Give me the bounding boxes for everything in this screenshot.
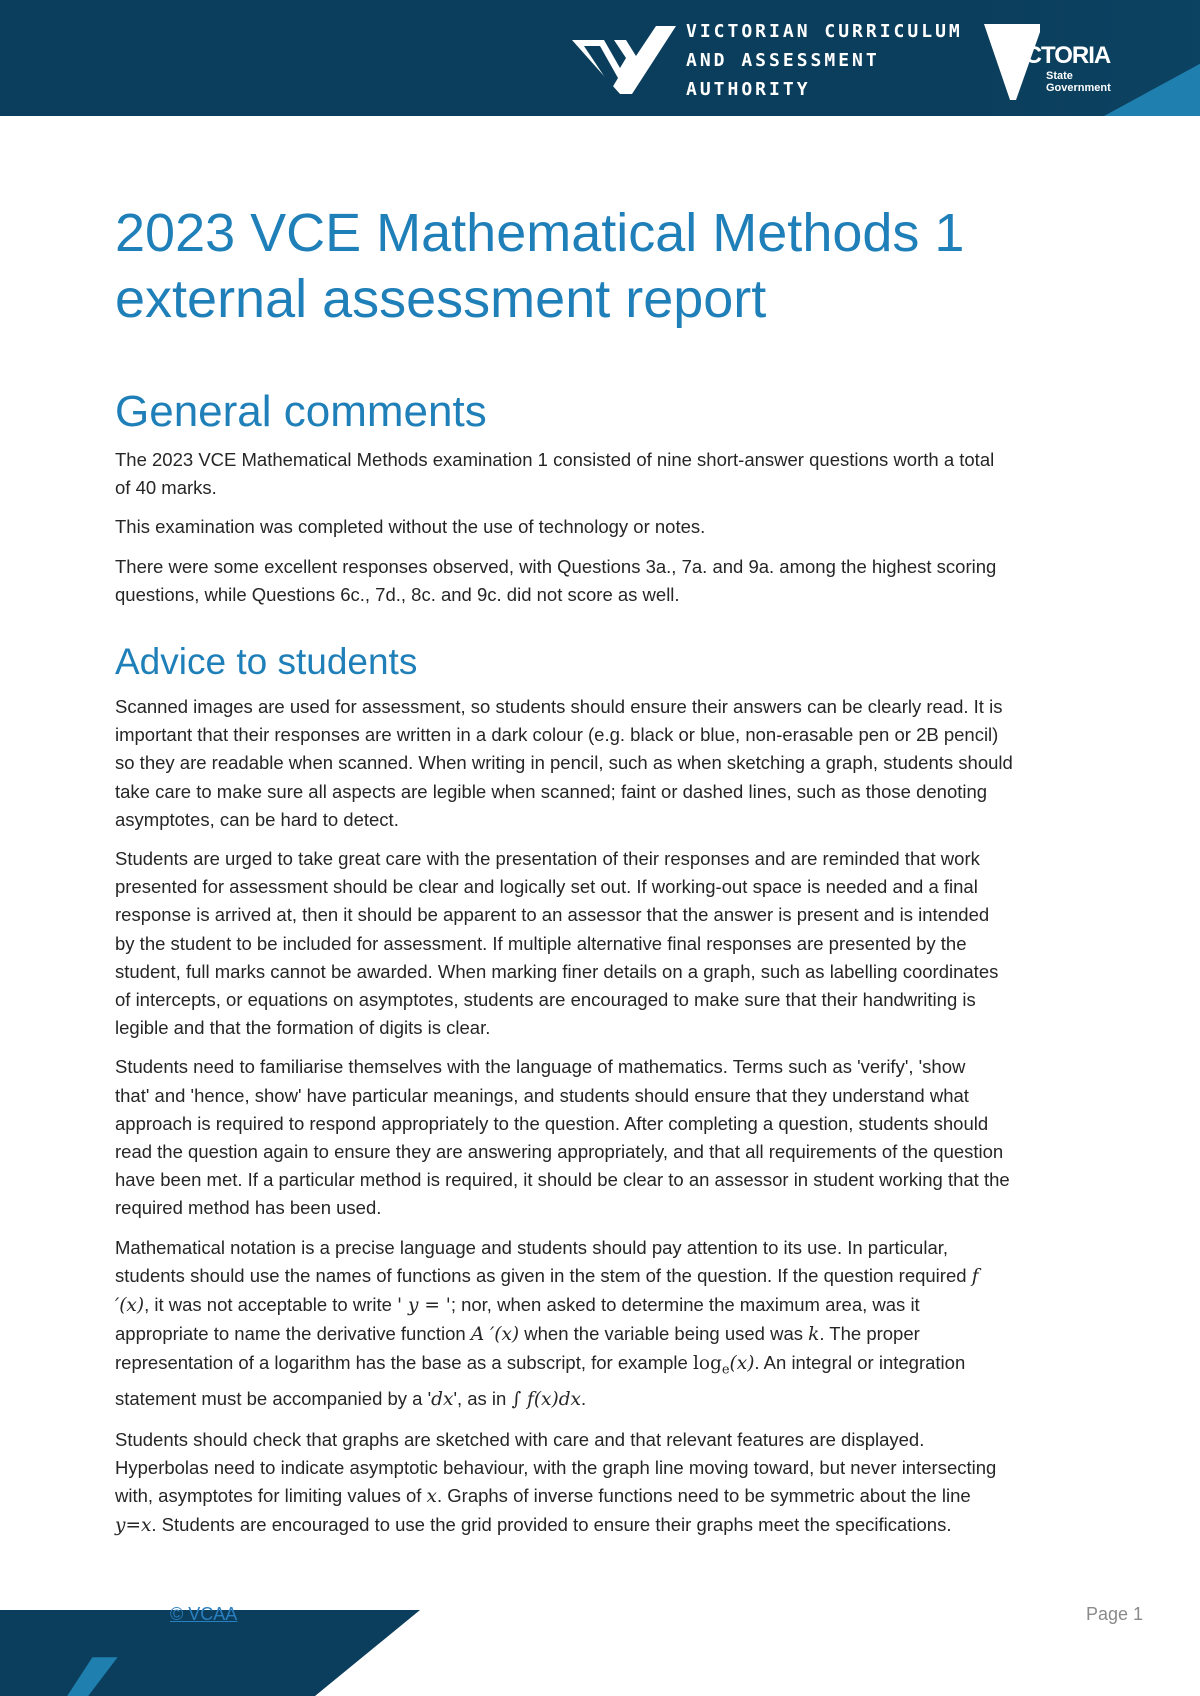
text-line: by the student to be included for assessment. If multiple alternative final responses are presented by the — [115, 932, 967, 954]
text-line: Students need to familiarise themselves with the language of mathematics. Terms such as 'verify', 'show — [115, 1056, 966, 1078]
math-x: x — [426, 1485, 437, 1507]
general-paragraph-3 — [115, 553, 1095, 609]
text-run: when the variable being used was — [519, 1323, 809, 1345]
text-run: . An integral or integration — [754, 1352, 966, 1374]
text-line: that' and 'hence, show' have particular meanings, and students should ensure that they understand what — [115, 1084, 969, 1106]
text-run: with, asymptotes for limiting values of — [115, 1484, 427, 1506]
text-run: . Graphs of inverse functions need to be symmetric about the line — [436, 1484, 971, 1506]
text-run: . The proper — [819, 1323, 920, 1345]
math-f: f — [971, 1265, 979, 1287]
math-y-equals-x: y=x — [115, 1515, 152, 1537]
text-run: statement must be accompanied by a ' — [115, 1388, 432, 1410]
text-line: important that their responses are written in a dark colour (e.g. black or blue, non-erasable pen or 2B pencil) — [115, 724, 999, 746]
text-line — [115, 1511, 1095, 1540]
text-line: have been met. If a particular method is required, it should be clear to an assessor in student working that the — [115, 1169, 1010, 1191]
text-line — [115, 1262, 1095, 1291]
page-number: Page 1 — [1086, 1604, 1144, 1624]
text-line: legible and that the formation of digits is clear. — [115, 1017, 491, 1039]
advice-paragraph-5 — [115, 1426, 1095, 1541]
report-body — [115, 200, 1095, 1551]
vcaa-mark-icon — [570, 22, 680, 98]
text-line: Hyperbolas need to indicate asymptotic behaviour, with the graph line moving toward, but never intersecting — [115, 1456, 997, 1478]
math-y-equals: ' y = ' — [397, 1295, 451, 1317]
text-run: . Students are encouraged to use the grid provided to ensure their graphs meet the specifications. — [151, 1514, 952, 1536]
text-line: This examination was completed without the use of technology or notes. — [115, 516, 706, 538]
text-line — [115, 1320, 1095, 1349]
general-paragraph-1 — [115, 446, 1095, 502]
text-run: students should use the names of functions as given in the stem of the question. If the question required — [115, 1264, 967, 1286]
text-run: . — [580, 1388, 587, 1410]
text-line: asymptotes, can be hard to detect. — [115, 808, 399, 830]
vcaa-line-1: VICTORIAN CURRICULUM — [686, 20, 963, 42]
text-line — [115, 1349, 1095, 1385]
vcaa-line-2: AND ASSESSMENT AUTHORITY — [686, 49, 880, 100]
text-line: so they are readable when scanned. When writing in pencil, such as when sketching a graph, students should — [115, 752, 1013, 774]
vcaa-logo — [570, 22, 980, 98]
text-line: The 2023 VCE Mathematical Methods examination 1 consisted of nine short-answer questions worth a total — [115, 449, 995, 470]
text-run: appropriate to name the derivative function — [115, 1323, 471, 1345]
advice-paragraph-3 — [115, 1053, 1095, 1222]
math-k: k — [808, 1324, 820, 1346]
victoria-wordmark: VICTORIA — [1004, 42, 1111, 69]
text-line: Students are urged to take great care with the presentation of their responses and are reminded that work — [115, 848, 980, 870]
victoria-state-government-logo — [982, 22, 1122, 102]
math-log-arg: (x) — [729, 1353, 755, 1375]
advice-paragraph-2 — [115, 845, 1095, 1042]
text-line: presented for assessment should be clear and logically set out. If working-out space is needed and a final — [115, 876, 978, 898]
text-line: approach is required to respond appropriately to the question. After completing a question, students should — [115, 1112, 989, 1134]
text-run: representation of a logarithm has the base as a subscript, for example — [115, 1352, 693, 1374]
general-comments-heading: General comments — [115, 387, 487, 436]
text-line: of 40 marks. — [115, 477, 217, 499]
text-run: ', as in — [453, 1388, 512, 1410]
text-line: required method has been used. — [115, 1197, 382, 1219]
text-line: of intercepts, or equations on asymptotes, students are encouraged to make sure that their handwriting is — [115, 989, 976, 1011]
page-title — [115, 200, 1095, 332]
text-line: Scanned images are used for assessment, so students should ensure their answers can be clearly read. It is — [115, 696, 1003, 718]
copyright-link[interactable]: © VCAA — [170, 1604, 238, 1624]
text-line: There were some excellent responses observed, with Questions 3a., 7a. and 9a. among the highest scoring — [115, 555, 997, 577]
text-line: Students should check that graphs are sketched with care and that relevant features are displayed. — [115, 1428, 925, 1450]
math-f-prime-x: ′(x) — [115, 1295, 145, 1317]
text-run: ; nor, when asked to determine the maximum area, was it — [450, 1294, 920, 1316]
text-line: questions, while Questions 6c., 7d., 8c. and 9c. did not score as well. — [115, 583, 680, 605]
state-text: State — [1046, 70, 1073, 82]
general-paragraph-2 — [115, 513, 1095, 541]
math-dx: dx — [431, 1389, 454, 1411]
page-header — [0, 0, 1200, 116]
math-a-prime-x: A ′(x) — [470, 1324, 520, 1346]
advice-paragraph-1 — [115, 693, 1095, 834]
math-log: log — [692, 1353, 722, 1375]
text-line — [115, 1482, 1095, 1511]
advice-heading: Advice to students — [115, 641, 418, 683]
math-integral: ∫ f(x)dx — [511, 1389, 581, 1411]
text-run: , it was not acceptable to write — [144, 1294, 398, 1316]
text-line: read the question again to ensure they are answering appropriately, and that all requirements of the question — [115, 1141, 1004, 1163]
text-line: take care to make sure all aspects are legible when scanned; faint or dashed lines, such as those denoting — [115, 780, 988, 802]
text-line: response is arrived at, then it should be apparent to an assessor that the answer is present and is intended — [115, 904, 990, 926]
vcaa-wordmark — [686, 17, 980, 104]
text-line: student, full marks cannot be awarded. When marking finer details on a graph, such as labelling coordinates — [115, 960, 999, 982]
state-government-text — [1046, 70, 1111, 94]
text-line — [115, 1385, 1095, 1414]
advice-paragraph-4 — [115, 1234, 1095, 1415]
title-line-1: 2023 VCE Mathematical Methods 1 — [115, 203, 965, 263]
government-text: Government — [1046, 82, 1111, 94]
title-line-2: external assessment report — [115, 269, 767, 329]
text-line: Mathematical notation is a precise language and students should pay attention to its use. In particular, — [115, 1236, 949, 1258]
math-log-base: e — [721, 1363, 730, 1379]
text-line — [115, 1291, 1095, 1320]
